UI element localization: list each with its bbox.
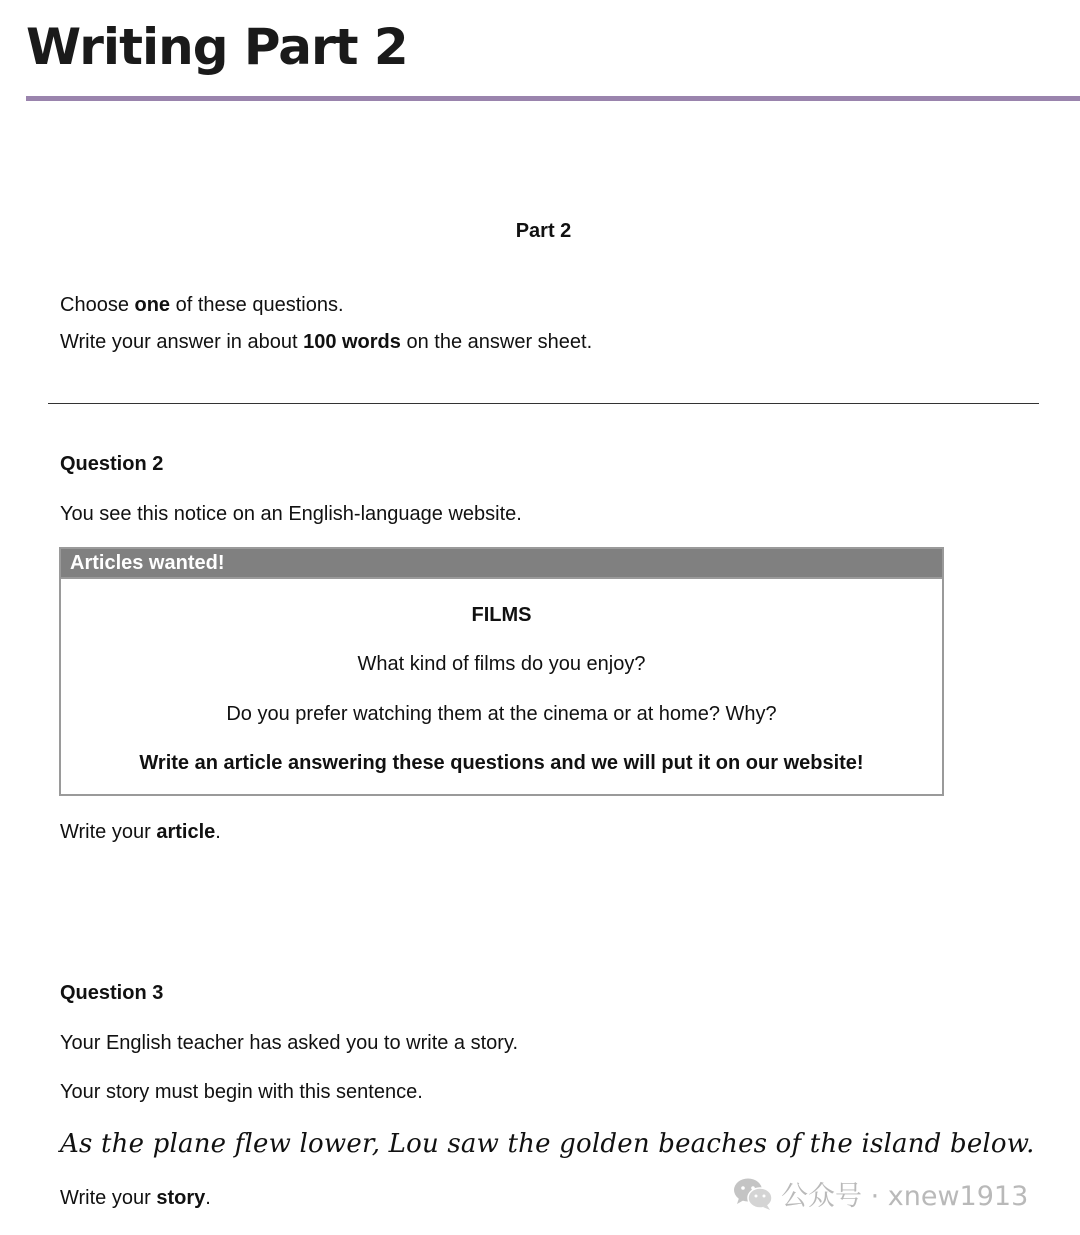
question-2-heading: Question 2: [60, 453, 164, 475]
part-title: Part 2: [515, 220, 572, 242]
notice-call-to-action: Write an article answering these questions and we will put it on our website!: [139, 752, 864, 774]
story-opening-sentence: As the plane flew lower, Lou saw the golden beaches of the island below.: [60, 1129, 1035, 1159]
notice-question-2: Do you prefer watching them at the cinema or at home? Why?: [226, 703, 777, 725]
question-3-intro: Your English teacher has asked you to write a story.: [60, 1032, 519, 1054]
watermark: [733, 1174, 1028, 1213]
question-3-task: Write your story.: [60, 1187, 211, 1209]
notice-box: [59, 547, 944, 796]
notice-question-1: What kind of films do you enjoy?: [357, 653, 646, 675]
question-3-heading: Question 3: [60, 982, 164, 1004]
question-3-instruction: Your story must begin with this sentence.: [60, 1081, 423, 1103]
instruction-choose: Choose one of these questions.: [60, 294, 344, 316]
instruction-word-count: Write your answer in about 100 words on the answer sheet.: [60, 331, 593, 353]
question-2-intro: You see this notice on an English-language website.: [60, 503, 522, 525]
watermark-text: 公众号 · xnew1913: [781, 1181, 1029, 1212]
question-2-task: Write your article.: [60, 821, 221, 843]
wechat-icon: [733, 1177, 773, 1211]
notice-header: Articles wanted!: [61, 549, 942, 579]
section-divider: [48, 403, 1039, 404]
page-heading: Writing Part 2: [26, 18, 408, 76]
heading-underline: [26, 96, 1080, 101]
notice-title: FILMS: [471, 604, 532, 626]
